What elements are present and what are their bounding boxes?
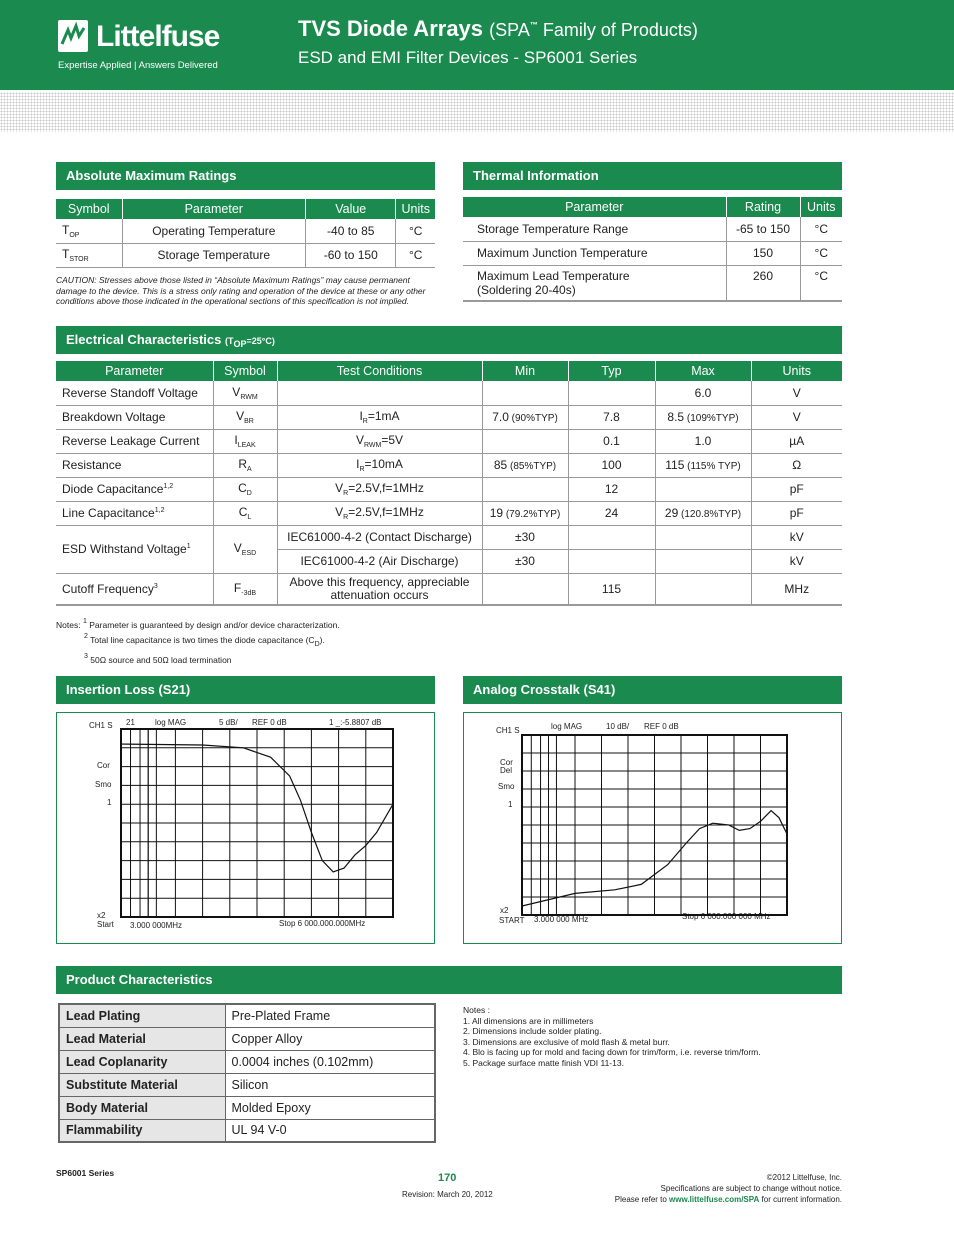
- chart-label: log MAG: [551, 722, 583, 731]
- insertion-loss-title: Insertion Loss (S21): [56, 676, 435, 704]
- littelfuse-spa-link[interactable]: www.littelfuse.com/SPA: [669, 1195, 760, 1204]
- chart-label: Cor: [97, 761, 110, 770]
- table-row: IEC61000-4-2 (Air Discharge) ±30 kV: [56, 549, 842, 573]
- caution-note: CAUTION: Stresses above those listed in “Absolute Maximum Ratings” may cause permanent damage to the device. This is a stress only rating and operation of the device at these or any other conditions above those indicated in the operational sections of this specification is not implied.: [56, 275, 426, 306]
- table-row: Substitute Material Silicon: [59, 1073, 435, 1096]
- chart-label: 1: [107, 798, 112, 807]
- crosstalk-chart: [463, 712, 842, 944]
- chart-label: 21: [126, 718, 135, 727]
- chart-label: REF 0 dB: [644, 722, 679, 731]
- chart-label: REF 0 dB: [252, 718, 287, 727]
- chart-label: 5 dB/: [219, 718, 238, 727]
- table-row: Reverse Standoff Voltage $V_{RWM}$ 6.0 V: [56, 381, 842, 405]
- table-row: Storage Temperature Range -65 to 150 °C: [463, 217, 842, 241]
- chart-label: Stop 6 000.000.000MHz: [279, 919, 366, 928]
- table-row: Lead Material Copper Alloy: [59, 1027, 435, 1050]
- insertion-loss-chart: [56, 712, 435, 944]
- chart-label: 1 _:-5.8807 dB: [329, 718, 382, 727]
- product-notes: Notes : 1. All dimensions are in millimeters 2. Dimensions include solder plating. 3. Dimensions are exclusive of mold flash & metal burr. 4. Blo is facing up for mold and facing down for trim/form, i.e. reverse trim/form. 5. Package surface matte finish VDI 11-13.: [463, 1005, 761, 1068]
- abs-max-title: Absolute Maximum Ratings: [56, 162, 435, 190]
- chart-label: 3.000 000 MHz: [534, 915, 589, 924]
- chart-label: 3.000 000MHz: [130, 921, 183, 930]
- electrical-title: Electrical Characteristics $(T_{OP}=25^\circ C)$: [56, 326, 842, 354]
- table-row: Maximum Junction Temperature 150 °C: [463, 241, 842, 265]
- chart-label: Smo: [95, 780, 112, 789]
- dot-pattern-band: [0, 92, 954, 132]
- table-row: Reverse Leakage Current $I_{LEAK}$ $V_{RWM}=5V$ 0.1 1.0 µA: [56, 429, 842, 453]
- chart-label: CH1 S: [496, 726, 520, 735]
- chart-label: Stop 6 000.000 000 MHz: [682, 912, 771, 921]
- table-row: Resistance $R_A$ $I_R=10mA$ 85 (85%TYP) 100 115 (115% TYP) Ω: [56, 453, 842, 477]
- page-header: [0, 0, 954, 90]
- chart-label: Del: [500, 766, 513, 775]
- page-number: 170: [438, 1172, 457, 1184]
- thermal-title: Thermal Information: [463, 162, 842, 190]
- footer-series: SP6001 Series: [56, 1168, 115, 1178]
- chart-label: CH1 S: [89, 721, 113, 730]
- product-table: [58, 1003, 436, 1143]
- footer-legal: ©2012 Littelfuse, Inc. Specifications are subject to change without notice. Please refer to www.littelfuse.com/SPA for current information.: [614, 1173, 842, 1204]
- electrical-table: Parameter Symbol Test Conditions Min Typ Max Units Reverse Standoff Voltage $V_{RWM}$ 6.0 V Breakdown Voltage $V_{BR}$ $I_R=1mA$ 7.0 (90%TYP) 7.8 8.5 (109%TYP) V Reverse Leakage Current $I_{LEAK}$ $V_{RWM}=5V$ 0.1 1.0 µA Resistance $R_A$ $I_R=10mA$ 85 (85%TYP) 100 115 (115% TYP) Ω Diode Capacitance$^{1,2}$ $C_D$ $V_R=2.5V,f=1MHz$ 12 pF Line Capacitance$^{1,2}$ $C_L$ $V_R=2.5V,f=1MHz$ 19 (79.2%TYP) 24 29 (120.8%TYP) pF ESD Withstand Voltage$^1$ $V_{ESD}$ IEC61000-4-2 (Contact Discharge) ±30 kV IEC61000-4-2 (Air Discharge) ±30 kV Cutoff Frequency$^3$ $F_{-3dB}$ Above this frequency, appreciable attenuation occurs 115 MHz: [56, 361, 842, 606]
- brand-tagline: Expertise Applied | Answers Delivered: [58, 60, 218, 71]
- page-subtitle: ESD and EMI Filter Devices - SP6001 Series: [298, 48, 638, 67]
- table-row: $T_{STOR}$ Storage Temperature -60 to 150 °C: [56, 243, 435, 267]
- footer-revision: Revision: March 20, 2012: [402, 1190, 493, 1199]
- thermal-table: Parameter Rating Units Storage Temperature Range -65 to 150 °C Maximum Junction Temperature 150 °C Maximum Lead Temperature (Soldering 20-40s) 260 °C: [463, 197, 842, 302]
- table-row: Cutoff Frequency$^3$ $F_{-3dB}$ Above this frequency, appreciable attenuation occurs 115 MHz: [56, 573, 842, 605]
- chart-label: Smo: [498, 782, 515, 791]
- page-title: TVS Diode Arrays (SPA™ Family of Products): [298, 16, 698, 41]
- product-title: Product Characteristics: [56, 966, 842, 994]
- table-row: Lead Plating Pre-Plated Frame: [59, 1004, 435, 1027]
- table-row: Flammability UL 94 V-0: [59, 1119, 435, 1142]
- table-row: Maximum Lead Temperature (Soldering 20-40s) 260 °C: [463, 265, 842, 301]
- abs-max-table: Symbol Parameter Value Units $T_{OP}$ Operating Temperature -40 to 85 °C $T_{STOR}$ Storage Temperature -60 to 150 °C: [56, 199, 435, 268]
- table-row: Body Material Molded Epoxy: [59, 1096, 435, 1119]
- table-row: $T_{OP}$ Operating Temperature -40 to 85 °C: [56, 219, 435, 243]
- crosstalk-title: Analog Crosstalk (S41): [463, 676, 842, 704]
- chart-label: log MAG: [155, 718, 187, 727]
- brand-name: Littelfuse: [96, 20, 220, 53]
- electrical-notes: Notes: $^1$ Parameter is guaranteed by design and/or device characterization. $^2$ Total line capacitance is two times the diode capacitance $(C_D)$. $^3$ 50Ω source and 50Ω load termination: [56, 618, 340, 665]
- table-row: ESD Withstand Voltage$^1$ $V_{ESD}$ IEC61000-4-2 (Contact Discharge) ±30 kV: [56, 525, 842, 549]
- table-row: Lead Coplanarity 0.0004 inches (0.102mm): [59, 1050, 435, 1073]
- chart-label: START: [499, 916, 525, 925]
- chart-label: 10 dB/: [606, 722, 630, 731]
- table-row: Diode Capacitance$^{1,2}$ $C_D$ $V_R=2.5V,f=1MHz$ 12 pF: [56, 477, 842, 501]
- chart-label: Cor: [500, 758, 513, 767]
- table-row: Line Capacitance$^{1,2}$ $C_L$ $V_R=2.5V,f=1MHz$ 19 (79.2%TYP) 24 29 (120.8%TYP) pF: [56, 501, 842, 525]
- littelfuse-logo-icon: [58, 20, 88, 52]
- table-row: Breakdown Voltage $V_{BR}$ $I_R=1mA$ 7.0 (90%TYP) 7.8 8.5 (109%TYP) V: [56, 405, 842, 429]
- chart-label: x2: [97, 911, 106, 920]
- chart-label: x2: [500, 906, 509, 915]
- chart-label: Start: [97, 920, 114, 929]
- chart-label: 1: [508, 800, 513, 809]
